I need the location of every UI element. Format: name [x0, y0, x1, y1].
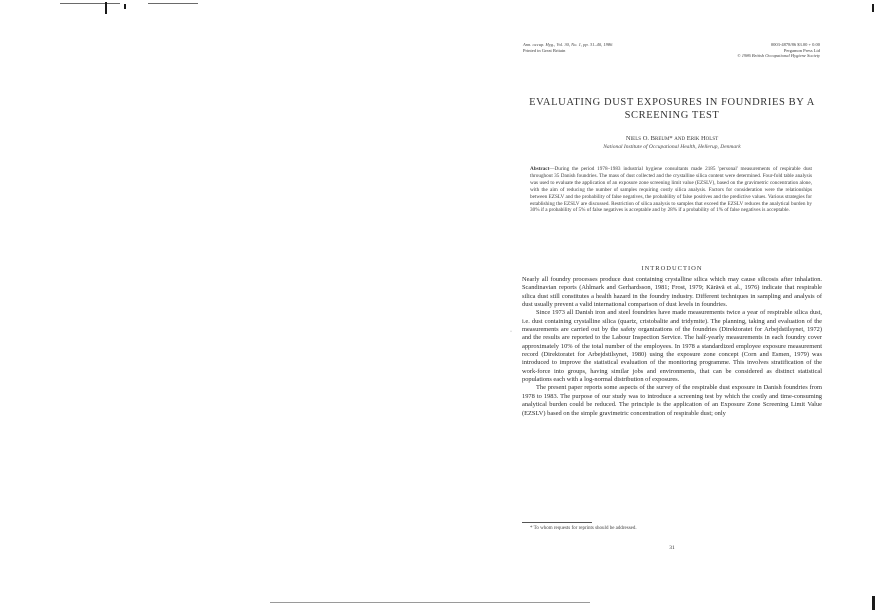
scan-artifact-top-left — [60, 3, 120, 4]
margin-mark: · — [510, 329, 512, 335]
scan-artifact-tick — [105, 2, 107, 14]
issn-line: 0003-4878/86 $3.00 + 0.00 — [770, 42, 820, 47]
section-heading-introduction: INTRODUCTION — [641, 265, 703, 272]
abstract-text: —During the period 1978–1983 industrial hygiene consultants made 2185 'personal' measurements of respirable dust throughout 35 Danish foundries. The mass of dust collected and the crystalline silica content were determined. Four-fold table analysis was used to evaluate the application of an exposure zone screening limit value (EZSLV), based on the gravimetric concentration alone, with the aim of reducing the number of samples requiring costly silica analysis. Factors for consideration were the relationships between EZSLV and the probability of false negatives, the probability of false positives and the predictive values. Various strategies for establishing the EZSLV are discussed. Restriction of silica analysis to samples that exceed the EZSLV reduces the analytical burden by 30% if a probability of 5% of false negatives is acceptable and by 28% if a probability of 1% of false negatives is acceptable. — [530, 166, 812, 214]
issn-header — [688, 42, 820, 59]
footnote-rule — [522, 522, 592, 523]
article-title: EVALUATING DUST EXPOSURES IN FOUNDRIES BY A SCREENING TEST — [529, 97, 815, 121]
author-names: Niels O. Breum* and Erik Holst — [625, 135, 719, 142]
copyright-line: © 1986 British Occupational Hygiene Society — [737, 53, 820, 58]
abstract — [530, 166, 812, 214]
scan-artifact-right-edge — [872, 4, 874, 12]
author-affiliation: National Institute of Occupational Health, Hellerup, Denmark — [603, 144, 741, 150]
publisher-line: Pergamon Press Ltd — [783, 47, 820, 53]
scan-artifact-bottom — [270, 602, 590, 603]
scan-artifact-top-mid — [148, 3, 198, 4]
introduction-body — [522, 276, 822, 418]
scan-artifact-bottom-right — [872, 596, 875, 610]
abstract-label: Abstract — [530, 166, 550, 172]
printed-in: Printed in Great Britain — [523, 47, 566, 53]
footnote: * To whom requests for reprints should be addressed. — [530, 526, 637, 531]
journal-citation: Ann. occup. Hyg., Vol. 30, No. 1, pp. 31–40, 1986 — [523, 42, 613, 47]
article-authors — [522, 135, 822, 143]
paragraph-3: The present paper reports some aspects of the survey of the respirable dust exposure in Danish foundries from 1978 to 1983. The purpose of our study was to introduce a screening test by which the costly and time-consuming analytical burden could be reduced. The principle is the application of an Exposure Zone Screening Limit Value (EZSLV) based on the simple gravimetric concentration of respirable dust; only — [522, 384, 822, 417]
page-number: 31 — [669, 545, 675, 551]
paragraph-2: Since 1973 all Danish iron and steel foundries have made measurements twice a year of respirable silica dust, i.e. dust containing crystalline silica (quartz, cristobalite and tridymite). The planning, taking and evaluation of the measurements are carried out by the safety organizations of the foundries (Direktoratet for Arbejdstilsynet, 1972) and the results are reported to the Labour Inspection Service. The half-yearly measurements in each foundry cover approximately 10% of the total number of the employees. In 1978 a standardized employee exposure measurement record (Direktoratet for Arbejdstilsynet, 1980) using the exposure zone concept (Corn and Esmen, 1979) was introduced to improve the statistical evaluation of the monitoring programme. This involves stratification of the work-force into groups, having similar jobs and environments, that can be considered as distinct statistical populations each with a log-normal distribution of exposures. — [522, 309, 822, 384]
paragraph-1: Nearly all foundry processes produce dust containing crystalline silica which may cause silicosis after inhalation. Scandinavian reports (Ahlmark and Gerhardsson, 1981; Frost, 1979; Kärävä et al., 1976) indicate that respirable silica dust still constitutes a health hazard in the foundry industry. Different techniques in sampling and analysis of dust usually prevent a valid international comparison of dust levels in foundries. — [522, 276, 822, 309]
journal-header — [523, 42, 673, 53]
scan-artifact-tick — [124, 4, 126, 9]
